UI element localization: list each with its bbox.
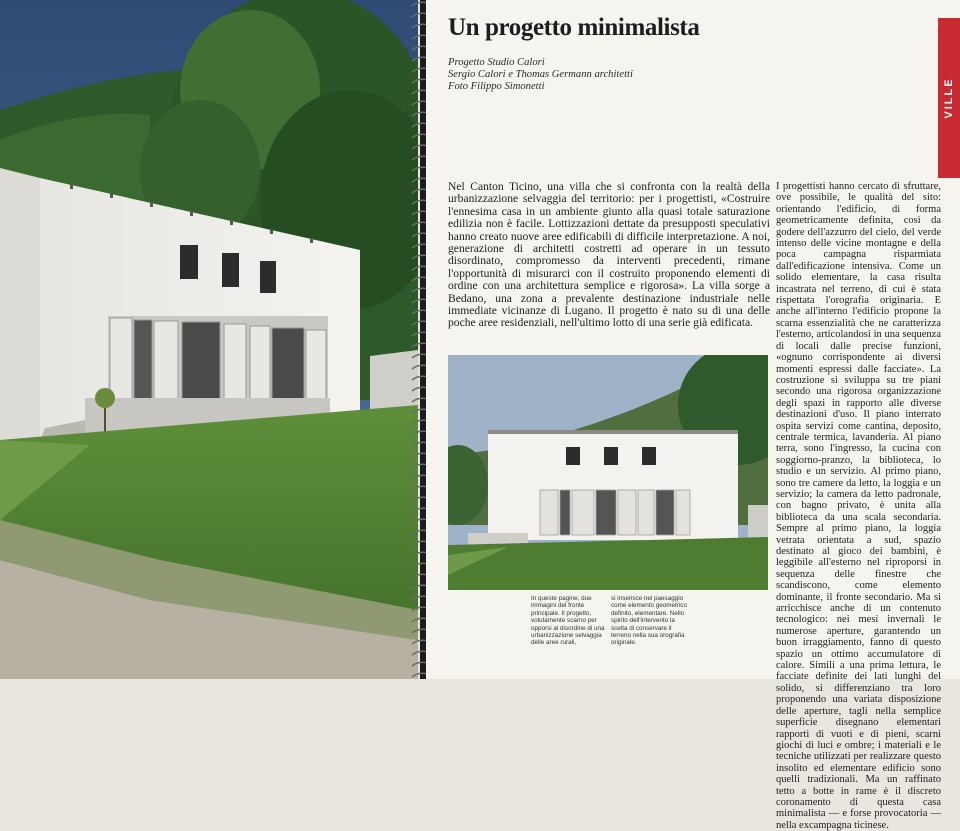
villa-photo-small — [448, 355, 768, 590]
section-tab-label: VILLE — [943, 77, 955, 119]
inset-photo — [448, 355, 768, 590]
right-page-article — [426, 0, 960, 831]
left-page-photo — [0, 0, 418, 679]
credit-photo: Foto Filippo Simonetti — [448, 80, 545, 92]
article-title: Un progetto minimalista — [448, 14, 700, 41]
credit-architects: Sergio Calori e Thomas Germann architetti — [448, 68, 633, 80]
article-body: I progettisti hanno cercato di sfruttare, ove possibile, le qualità del sito: orientando l'edificio, di forma geometricamente definita, così da godere dell'azzurro del cielo, del verde intenso delle vicine montagne e della poca campagna risparmiata dall'edificazione intensiva. Come un solido elementare, la casa risulta incastrata nel terreno, di cui è stata rispettata l'orografia originaria. E anche all'interno l'edificio propone la scarna essenzialità che ne caratterizza l'esterno, articolandosi in una sequenza di locali dalle precise funzioni, «ognuno corrispondente ai diversi momenti espressi dalle facciate». La costruzione si sviluppa su tre piani secondo una rigorosa organizzazione degli spazi in rapporto alle diverse destinazioni d'uso. Il piano interrato ospita servizi come cantina, deposito, centrale termica, lavanderia. Al piano terra, sono l'ingresso, la cucina con soggiorno-pranzo, la biblioteca, lo studio e un servizio. Al primo piano, sono tre camere da letto, la loggia e un servizio; la camera da letto padronale, con bagno privato, è unita alla biblioteca da una scala secondaria. Sempre al primo piano, la loggia vetrata orientata a sud, spazio destinato al gioco dei bambini, è leggibile all'esterno nel riproporsi in sequenza delle finestre che scandiscono, come elemento dominante, il fronte secondario. Ma si arricchisce anche di un contenuto tecnologico: nei mesi invernali le numerose aperture, garantendo un buon irraggiamento, fanno di questo spazio un ottimo accumulatore di calore. Simili a una prima lettura, le facciate definite dei lati lunghi del solido, si differenziano tra loro proponendo una variata disposizione delle aperture, tagli nella semplice superficie disegnano elementari rapporti di vuoti e di pieni, scarni giochi di luci e ombre; i materiali e le tecniche utilizzati per realizzare questo insolito ed elementare edificio sono quelli tradizionali. Ma un raffinato tetto a botte in rame è il discreto coronamento di questa casa minimalista — e forse provocatoria — nella excampagna ticinese. — [776, 181, 941, 831]
villa-photo-large — [0, 0, 418, 679]
credit-project: Progetto Studio Calori — [448, 57, 545, 68]
photo-caption-part2: si inserisce nel paesaggio come elemento geometrico definito, elementare. Nello spirito dell'intervento la scelta di conservare il terreno nella sua orografia originale. — [611, 595, 687, 647]
article-credits — [448, 57, 633, 92]
article-intro: Nel Canton Ticino, una villa che si confronta con la realtà della urbanizzazione selvaggia del territorio: per i progettisti, «Costruire l'ennesima casa in un ambiente giunto alla quasi totale saturazione edilizia non è facile. Lottizzazioni dettate da presupposti speculativi hanno creato nuove aree edificabili di difficile interpretazione. A noi, generazione di architetti costretti ad operare in un tessuto disordinato, compromesso da interventi precedenti, rimane l'opportunità di misurarci con il costruito proponendo elementi di ordine con una architettura semplice e rigorosa». La villa sorge a Bedano, una zona a prevalente destinazione industriale nelle immediate vicinanze di Lugano. Il progetto è nato su di una delle poche aree residenziali, nell'ultimo lotto di una serie già edificata. — [448, 180, 770, 330]
photo-caption-part1: In queste pagine, due immagini del fronte principale. Il progetto, volutamente scarno per opporsi al disordine di una urbanizzazione selvaggia delle aree rurali, — [531, 595, 605, 647]
section-tab — [938, 18, 960, 178]
